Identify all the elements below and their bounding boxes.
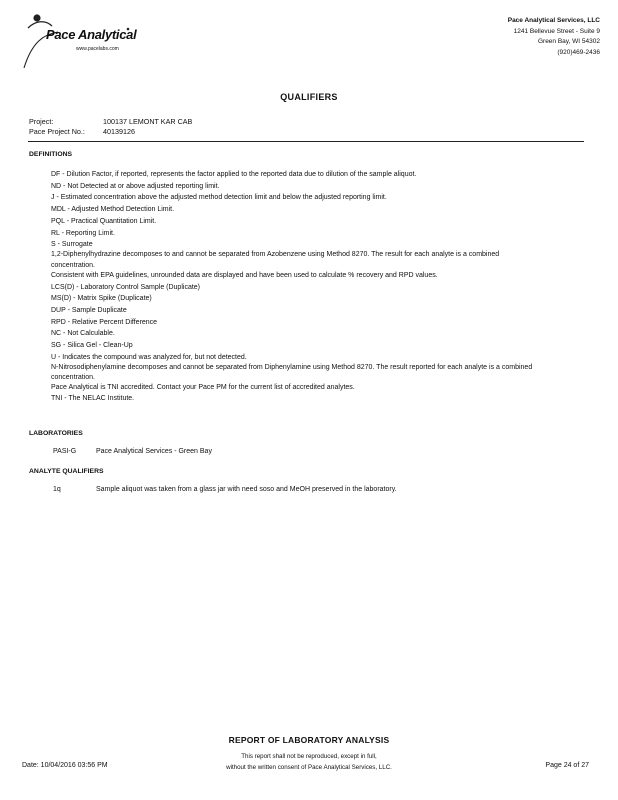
definition-item: Consistent with EPA guidelines, unrounded data are displayed and have been used to calculate % recovery and RPD values. <box>51 271 438 279</box>
logo-text: Pace Analytical <box>46 27 137 42</box>
company-address-line2: Green Bay, WI 54302 <box>537 38 600 45</box>
definition-item: LCS(D) - Laboratory Control Sample (Duplicate) <box>51 283 200 291</box>
definition-item: NC - Not Calculable. <box>51 330 115 338</box>
report-date: Date: 10/04/2016 03:56 PM <box>22 762 108 769</box>
qualifier-code: 1q <box>53 486 61 493</box>
laboratories-heading: LABORATORIES <box>29 430 83 437</box>
definition-item: DUP - Sample Duplicate <box>51 306 127 314</box>
header-divider <box>28 141 584 142</box>
definition-item: ND - Not Detected at or above adjusted reporting limit. <box>51 182 220 190</box>
definition-item: N-Nitrosodiphenylamine decomposes and cannot be separated from Diphenylamine using Method 8270. The result reported for each analyte is a combined concentration. <box>51 363 533 382</box>
pace-project-label: Pace Project No.: <box>29 127 85 136</box>
page-number: Page 24 of 27 <box>545 762 589 769</box>
logo-url: www.pacelabs.com <box>76 46 119 52</box>
definition-item: U - Indicates the compound was analyzed for, but not detected. <box>51 353 247 361</box>
definitions-list <box>51 170 541 404</box>
definition-item: S - Surrogate <box>51 241 93 249</box>
company-info <box>508 16 600 58</box>
project-label: Project: <box>29 117 54 126</box>
company-phone: (920)469-2436 <box>557 48 600 56</box>
definition-item: MDL - Adjusted Method Detection Limit. <box>51 206 175 214</box>
company-address-line1: 1241 Bellevue Street - Suite 9 <box>513 27 600 35</box>
project-labels <box>29 117 85 137</box>
definition-item: TNI - The NELAC Institute. <box>51 394 135 402</box>
definition-item: 1,2-Diphenylhydrazine decomposes to and cannot be separated from Azobenzene using Method 8270. The result for each analyte is a combined concentration. <box>51 251 500 269</box>
lab-code: PASI-G <box>53 448 77 455</box>
notice-line-1: This report shall not be reproduced, except in full, <box>241 753 377 760</box>
definition-item: Pace Analytical is TNI accredited. Contact your Pace PM for the current list of accredited analytes. <box>51 384 355 392</box>
notice-line-2: without the written consent of Pace Analytical Services, LLC. <box>226 764 392 771</box>
pace-project-value: 40139126 <box>103 127 135 136</box>
definition-item: SG - Silica Gel - Clean-Up <box>51 342 133 350</box>
definition-item: PQL - Practical Quantitation Limit. <box>51 217 157 225</box>
definitions-heading: DEFINITIONS <box>29 151 73 158</box>
page-title: QUALIFIERS <box>280 92 338 102</box>
company-name: Pace Analytical Services, LLC <box>507 17 600 24</box>
definition-item: DF - Dilution Factor, if reported, represents the factor applied to the reported data due to dilution of the sample aliquot. <box>51 171 417 178</box>
project-values <box>103 117 192 137</box>
definition-item: J - Estimated concentration above the adjusted method detection limit and below the adjusted reporting limit. <box>51 194 387 202</box>
qualifier-description: Sample aliquot was taken from a glass jar with need soso and MeOH preserved in the laboratory. <box>96 486 397 493</box>
lab-name: Pace Analytical Services - Green Bay <box>96 448 212 455</box>
analyte-qualifiers-heading: ANALYTE QUALIFIERS <box>29 468 104 475</box>
definition-item: RL - Reporting Limit. <box>51 229 115 237</box>
report-title: REPORT OF LABORATORY ANALYSIS <box>228 735 390 745</box>
definition-item: RPD - Relative Percent Difference <box>51 318 158 326</box>
project-value: 100137 LEMONT KAR CAB <box>103 117 193 126</box>
definition-item: MS(D) - Matrix Spike (Duplicate) <box>51 295 152 303</box>
